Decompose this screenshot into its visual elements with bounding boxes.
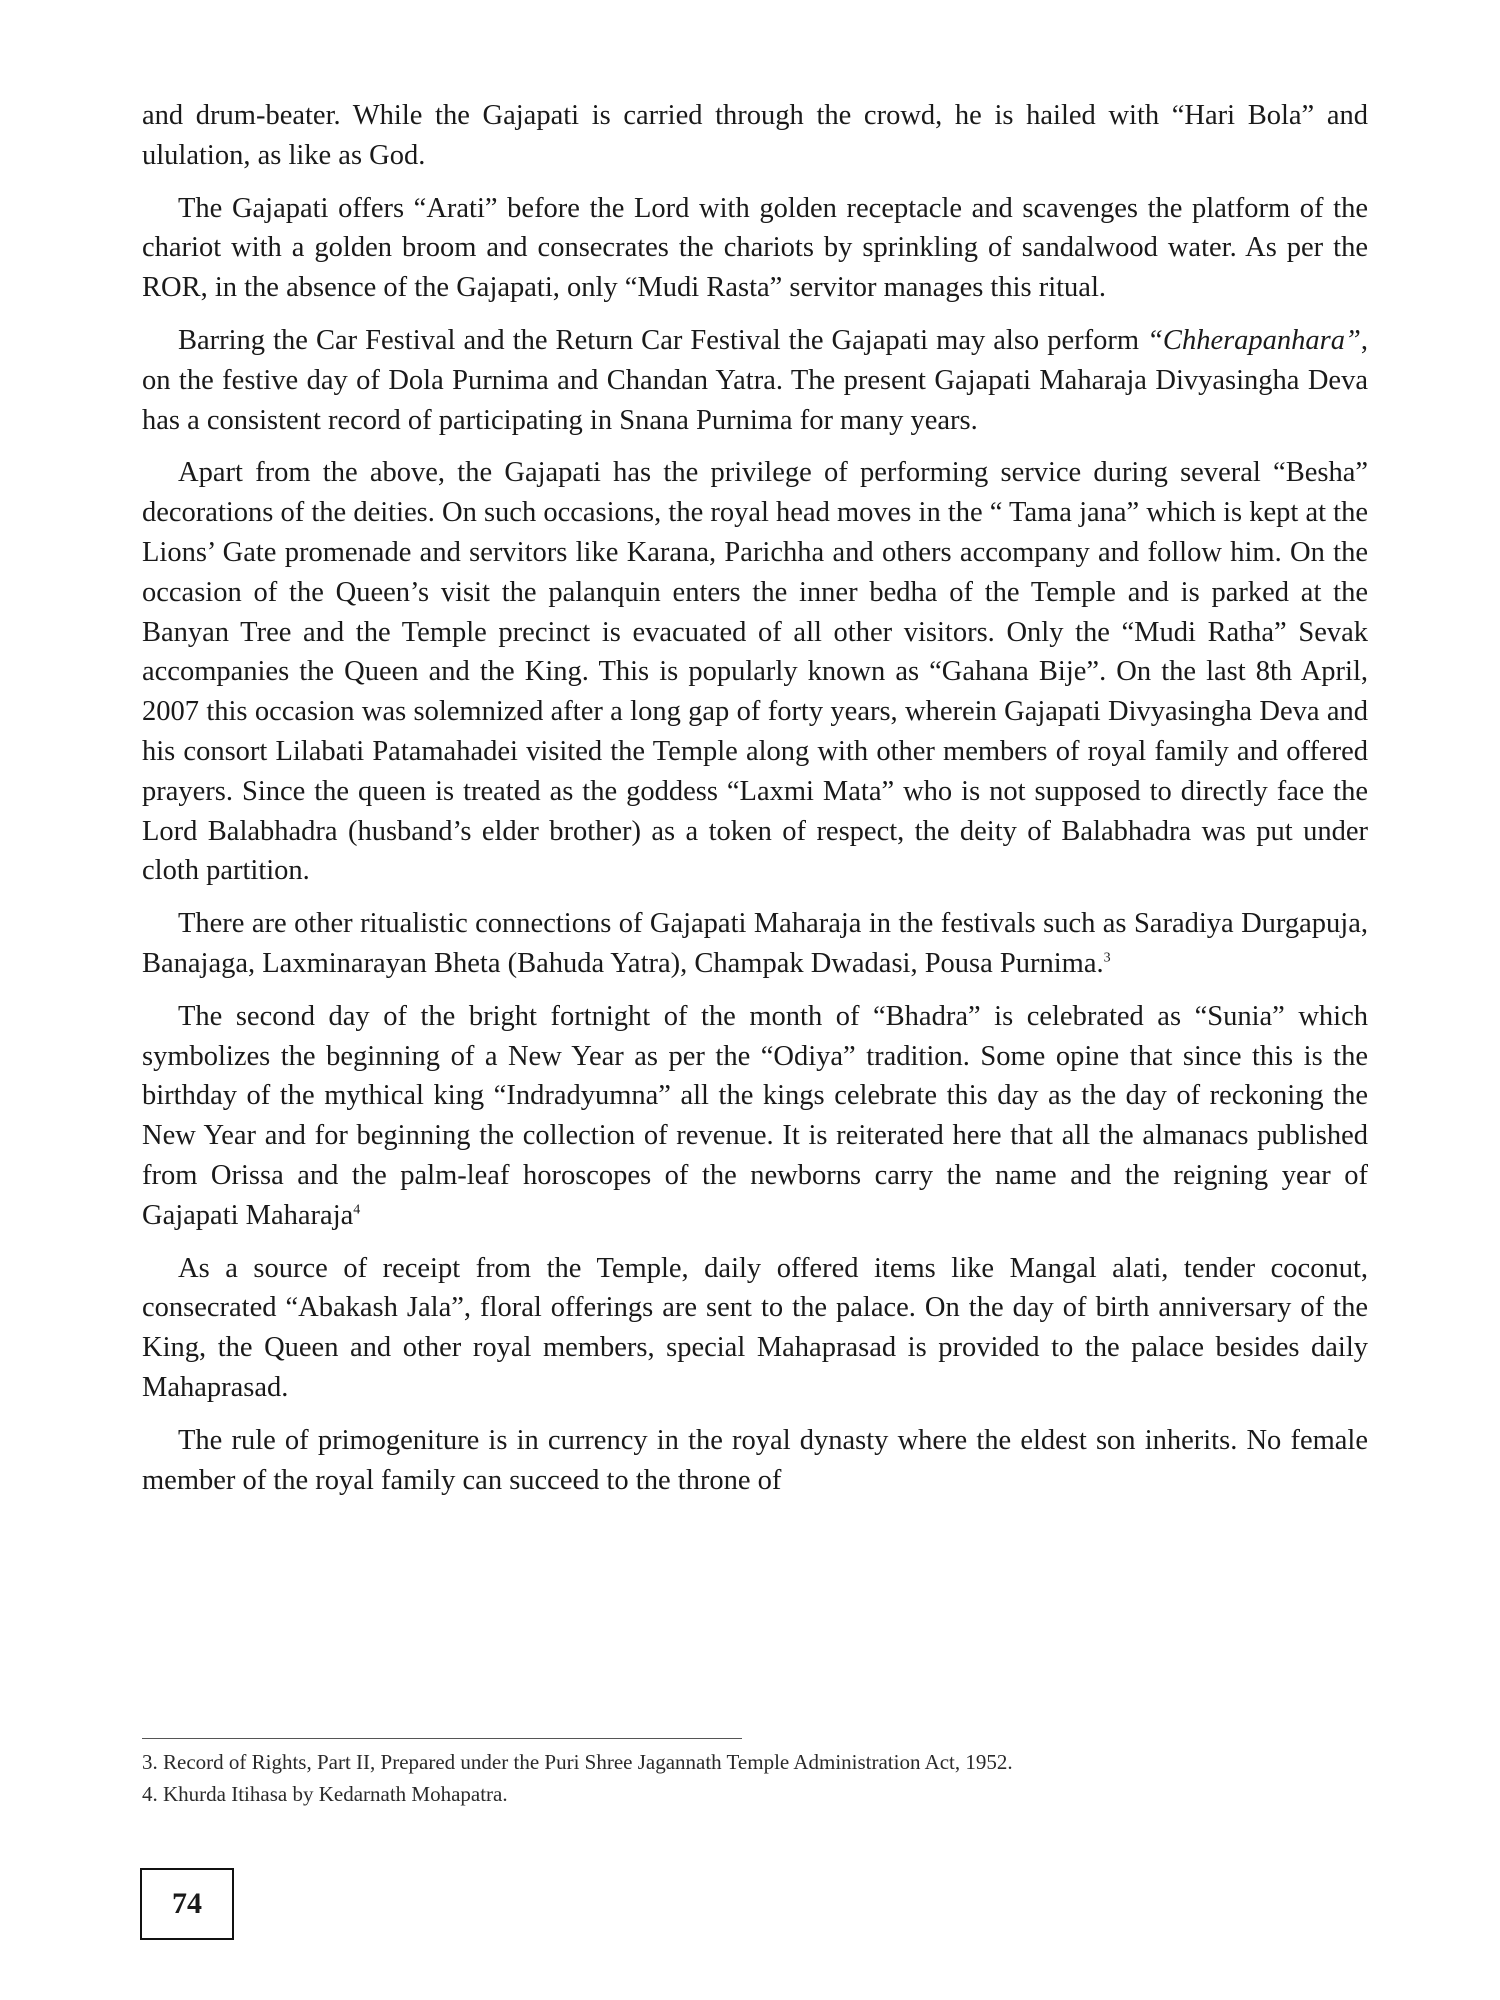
paragraph-2: The Gajapati offers “Arati” before the Lord with golden receptacle and scavenges the platform of the chariot with a golden broom and consecrates the chariots by sprinkling of sandalwood water. As per the ROR, in the absence of the Gajapati, only “Mudi Rasta” servitor manages this ritual. <box>142 192 1368 304</box>
italic-term: “Chherapanhara” <box>1147 324 1361 356</box>
paragraph-5: There are other ritualistic connections of Gajapati Maharaja in the festivals such as Saradiya Durgapuja, Banajaga, Laxminarayan Bheta (Bahuda Yatra), Champak Dwadasi, Pousa Purnima.$^3$ <box>142 908 1368 979</box>
body-text <box>142 96 1368 1513</box>
paragraph-4: Apart from the above, the Gajapati has the privilege of performing service during several “Besha” decorations of the deities. On such occasions, the royal head moves in the “ Tama jana” which is kept at the Lions’ Gate promenade and servitors like Karana, Parichha and others accompany and follow him. On the occasion of the Queen’s visit the palanquin enters the inner bedha of the Temple and is parked at the Banyan Tree and the Temple precinct is evacuated of all other visitors. Only the “Mudi Ratha” Sevak accompanies the Queen and the King. This is popularly known as “Gahana Bije”. On the last 8th April, 2007 this occasion was solemnized after a long gap of forty years, wherein Gajapati Divyasingha Deva and his consort Lilabati Patamahadei visited the Temple along with other members of royal family and offered prayers. Since the queen is treated as the goddess “Laxmi Mata” who is not supposed to directly face the Lord Balabhadra (husband’s elder brother) as a token of respect, the deity of Balabhadra was put under cloth partition. <box>142 457 1368 887</box>
page-number-box <box>140 1868 234 1940</box>
paragraph-8: The rule of primogeniture is in currency in the royal dynasty where the eldest son inherits. No female member of the royal family can succeed to the throne of <box>142 1424 1368 1496</box>
paragraph-1: and drum-beater. While the Gajapati is carried through the crowd, he is hailed with “Hari Bola” and ululation, as like as God. <box>142 100 1368 171</box>
paragraph-7: As a source of receipt from the Temple, daily offered items like Mangal alati, tender coconut, consecrated “Abakash Jala”, floral offerings are sent to the palace. On the day of birth anniversary of the King, the Queen and other royal members, special Mahaprasad is provided to the palace besides daily Mahaprasad. <box>142 1252 1368 1403</box>
footnote-3: 3. Record of Rights, Part II, Prepared under the Puri Shree Jagannath Temple Administration Act, 1952. <box>142 1750 1013 1774</box>
footnote-ref-4: 4 <box>353 1202 361 1218</box>
footnote-4: 4. Khurda Itihasa by Kedarnath Mohapatra. <box>142 1782 508 1806</box>
footnotes <box>142 1746 1382 1810</box>
page-number: 74 <box>172 1887 202 1920</box>
paragraph-3: Barring the Car Festival and the Return Car Festival the Gajapati may also perform “Chherapanhara”, on the festive day of Dola Purnima and Chandan Yatra. The present Gajapati Maharaja Divyasingha Deva has a consistent record of participating in Snana Purnima for many years. <box>142 324 1368 436</box>
footnote-ref-3: 3 <box>1103 950 1111 966</box>
footnote-divider <box>142 1738 742 1739</box>
paragraph-6: The second day of the bright fortnight of the month of “Bhadra” is celebrated as “Sunia” which symbolizes the beginning of a New Year as per the “Odiya” tradition. Some opine that since this is the birthday of the mythical king “Indradyumna” all the kings celebrate this day as the day of reckoning the New Year and for beginning the collection of revenue. It is reiterated here that all the almanacs published from Orissa and the palm-leaf horoscopes of the newborns carry the name and the reigning year of Gajapati Maharaja$^4$ <box>142 1000 1368 1231</box>
